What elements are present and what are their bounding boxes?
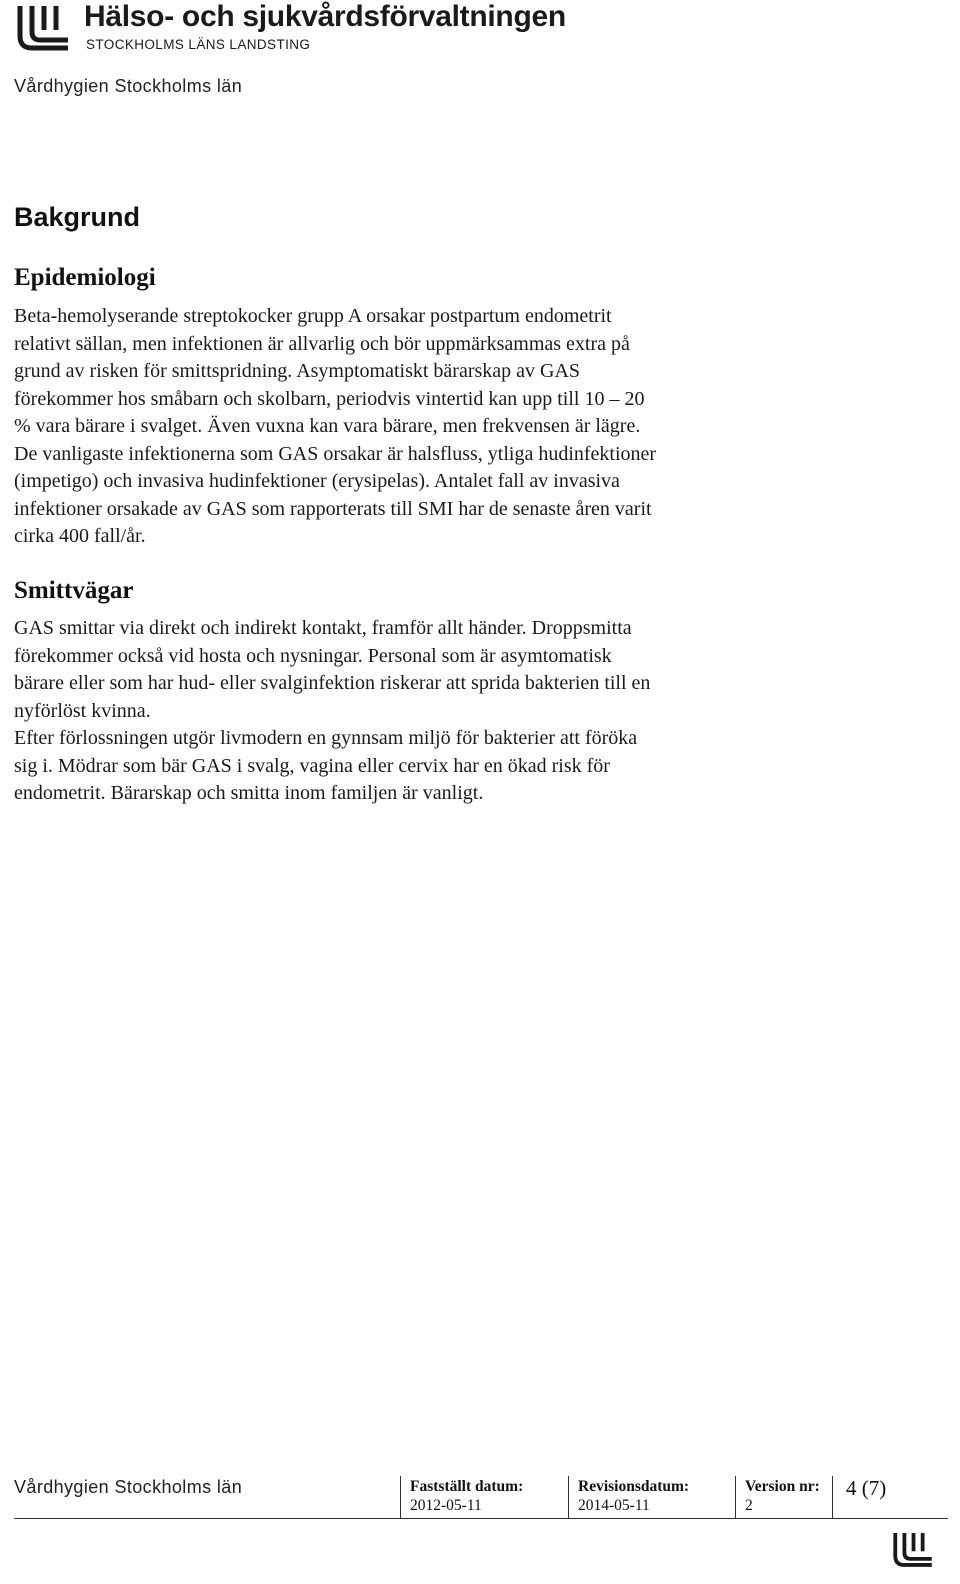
established-date-label: Fastställt datum: <box>410 1478 524 1495</box>
page-number: 4 (7) <box>846 1476 887 1500</box>
version-label: Version nr: <box>745 1478 820 1495</box>
text-line: relativt sällan, men infektionen är allvarlig och bör uppmärksammas extra på <box>14 332 630 355</box>
section-title: Bakgrund <box>14 202 141 232</box>
text-line: förekommer också vid hosta och nysningar. Personal som är asymtomatisk <box>14 644 612 667</box>
version-value: 2 <box>745 1497 753 1514</box>
footer-divider <box>735 1476 736 1518</box>
footer-rule <box>14 1518 948 1519</box>
text-line: bärare eller som har hud- eller svalginfektion riskerar att sprida bakterien till en <box>14 672 651 694</box>
footer-unit-name: Vårdhygien Stockholms län <box>14 1477 243 1497</box>
footer-divider <box>832 1476 833 1518</box>
text-line: % vara bärare i svalget. Även vuxna kan vara bärare, men frekvensen är lägre. <box>14 415 641 437</box>
footer-divider <box>568 1476 569 1518</box>
heading-smittvagar: Smittvägar <box>14 577 134 604</box>
heading-epidemiologi: Epidemiologi <box>14 264 156 291</box>
organization-name: Hälso- och sjukvårdsförvaltningen <box>84 0 566 33</box>
text-line: infektioner orsakade av GAS som rapporterats till SMI har de senaste åren varit <box>14 497 652 520</box>
text-line: cirka 400 fall/år. <box>14 525 146 547</box>
organization-subtitle: STOCKHOLMS LÄNS LANDSTING <box>86 37 311 52</box>
text-line: sig i. Mödrar som bär GAS i svalg, vagina eller cervix har en ökad risk för <box>14 754 610 777</box>
sll-logo-icon <box>890 1530 934 1568</box>
text-line: De vanligaste infektionerna som GAS orsakar är halsfluss, ytliga hudinfektioner <box>14 442 657 465</box>
established-date-value: 2012-05-11 <box>410 1497 482 1514</box>
revision-date-value: 2014-05-11 <box>578 1497 650 1514</box>
text-line: GAS smittar via direkt och indirekt kontakt, framför allt händer. Droppsmitta <box>14 617 632 639</box>
revision-date-label: Revisionsdatum: <box>578 1478 690 1495</box>
text-line: Beta-hemolyserande streptokocker grupp A orsakar postpartum endometrit <box>14 305 612 327</box>
text-line: grund av risken för smittspridning. Asymptomatiskt bärarskap av GAS <box>14 360 581 382</box>
footer-divider <box>400 1476 401 1518</box>
header-unit-name: Vårdhygien Stockholms län <box>14 76 243 96</box>
smittvagar-paragraph <box>14 615 874 808</box>
text-line: endometrit. Bärarskap och smitta inom familjen är vanligt. <box>14 782 484 804</box>
text-line: nyförlöst kvinna. <box>14 699 151 722</box>
epidemiologi-paragraph <box>14 303 874 551</box>
sll-logo-icon <box>14 2 70 52</box>
text-line: (impetigo) och invasiva hudinfektioner (erysipelas). Antalet fall av invasiva <box>14 470 620 492</box>
text-line: Efter förlossningen utgör livmodern en gynnsam miljö för bakterier att föröka <box>14 727 638 749</box>
text-line: förekommer hos småbarn och skolbarn, periodvis vintertid kan upp till 10 – 20 <box>14 387 645 410</box>
